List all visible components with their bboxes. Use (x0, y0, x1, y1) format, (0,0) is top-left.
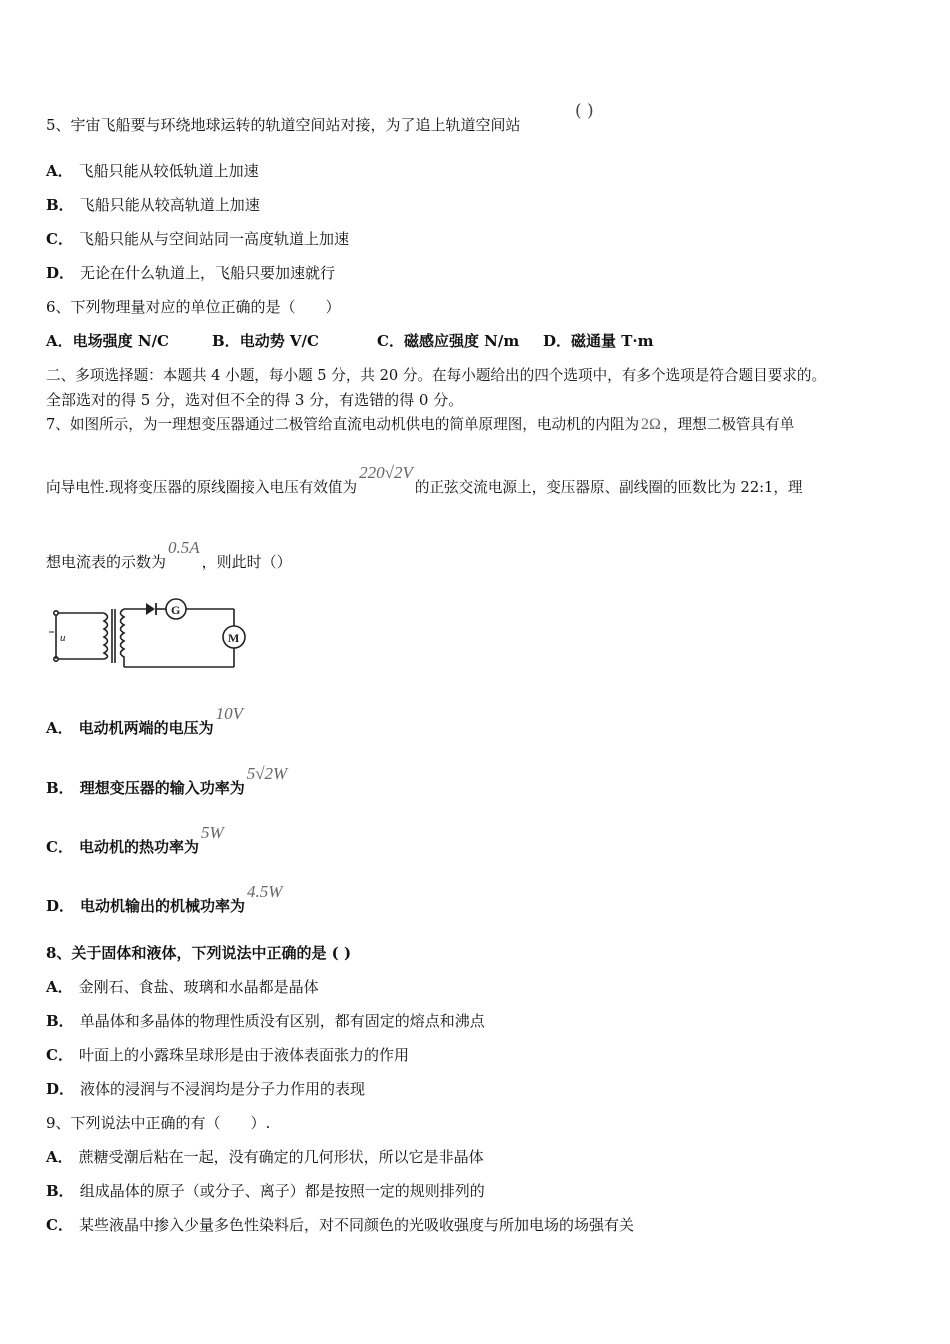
q7-option-c: C． 电动机的热功率为5W (46, 823, 224, 856)
q5-option-a: A． 飞船只能从较低轨道上加速 (46, 162, 259, 180)
q6-option-c: C．磁感应强度 N/m (377, 332, 520, 350)
q8-option-b: B． 单晶体和多晶体的物理性质没有区别，都有固定的熔点和沸点 (46, 1012, 485, 1030)
q7-option-a: A． 电动机两端的电压为10V (46, 704, 244, 737)
q5-option-c: C． 飞船只能从与空间站同一高度轨道上加速 (46, 230, 349, 248)
secondary-coil (121, 609, 125, 661)
source-voltage-label: u (60, 632, 66, 644)
q7-voltage-math: 220√2V (359, 463, 413, 482)
ammeter-label: G (171, 603, 181, 617)
primary-coil (104, 613, 108, 659)
q9-option-b: B． 组成晶体的原子（或分子、离子）都是按照一定的规则排列的 (46, 1182, 485, 1200)
q7-line3: 想电流表的示数为0.5A，则此时（） (46, 538, 292, 571)
motor-label: M (228, 631, 240, 645)
q7-option-d-math: 4.5W (247, 882, 283, 901)
q5-answer-paren: ( ) (575, 101, 594, 121)
source-terminal-top (54, 611, 58, 615)
q9-option-a: A． 蔗糖受潮后粘在一起，没有确定的几何形状，所以它是非晶体 (46, 1148, 484, 1166)
q8-option-a: A． 金刚石、食盐、玻璃和水晶都是晶体 (46, 978, 319, 996)
q6-option-d: D．磁通量 T·m (543, 332, 654, 350)
q6-option-b: B．电动势 V/C (212, 332, 319, 350)
diode-symbol (146, 603, 156, 615)
q8-option-c: C． 叶面上的小露珠呈球形是由于液体表面张力的作用 (46, 1046, 409, 1064)
q6-option-a: A．电场强度 N/C (46, 332, 169, 350)
q8-stem: 8、关于固体和液体，下列说法中正确的是 ( ) (46, 944, 352, 962)
q5-stem: 5、宇宙飞船要与环绕地球运转的轨道空间站对接，为了追上轨道空间站 (46, 116, 521, 134)
section2-instructions-line1: 二、多项选择题：本题共 4 小题，每小题 5 分，共 20 分。在每小题给出的四个选项中，有多个选项是符合题目要求的。 (46, 367, 827, 384)
q5-option-b: B． 飞船只能从较高轨道上加速 (46, 196, 260, 214)
q7-option-c-math: 5W (200, 823, 224, 842)
q7-line1: 7、如图所示，为一理想变压器通过二极管给直流电动机供电的简单原理图，电动机的内阻为 2Ω ，理想二极管具有单 (46, 416, 795, 433)
q7-option-b: B． 理想变压器的输入功率为5√2W (46, 764, 288, 797)
q8-option-d: D． 液体的浸润与不浸润均是分子力作用的表现 (46, 1080, 366, 1098)
q7-line2: 向导电性.现将变压器的原线圈接入电压有效值为220√2V的正弦交流电源上，变压器原、副线圈的匝数比为 22:1，理 (46, 463, 803, 496)
q9-option-c: C． 某些液晶中掺入少量多色性染料后，对不同颜色的光吸收强度与所加电场的场强有关 (46, 1216, 634, 1234)
q7-option-b-math: 5√2W (246, 764, 288, 783)
q7-option-a-math: 10V (215, 704, 244, 723)
q7-resistance-math: 2Ω (641, 416, 661, 433)
q6-stem: 6、下列物理量对应的单位正确的是（ ） (46, 298, 341, 316)
q5-option-d: D． 无论在什么轨道上，飞船只要加速就行 (46, 264, 336, 282)
transformer-circuit-diagram (46, 595, 256, 675)
q7-option-d: D． 电动机输出的机械功率为4.5W (46, 882, 283, 915)
section2-instructions-line2: 全部选对的得 5 分，选对但不全的得 3 分，有选错的得 0 分。 (46, 391, 464, 409)
q7-current-math: 0.5A (168, 538, 200, 557)
q9-stem: 9、下列说法中正确的有（ ）. (46, 1114, 271, 1132)
